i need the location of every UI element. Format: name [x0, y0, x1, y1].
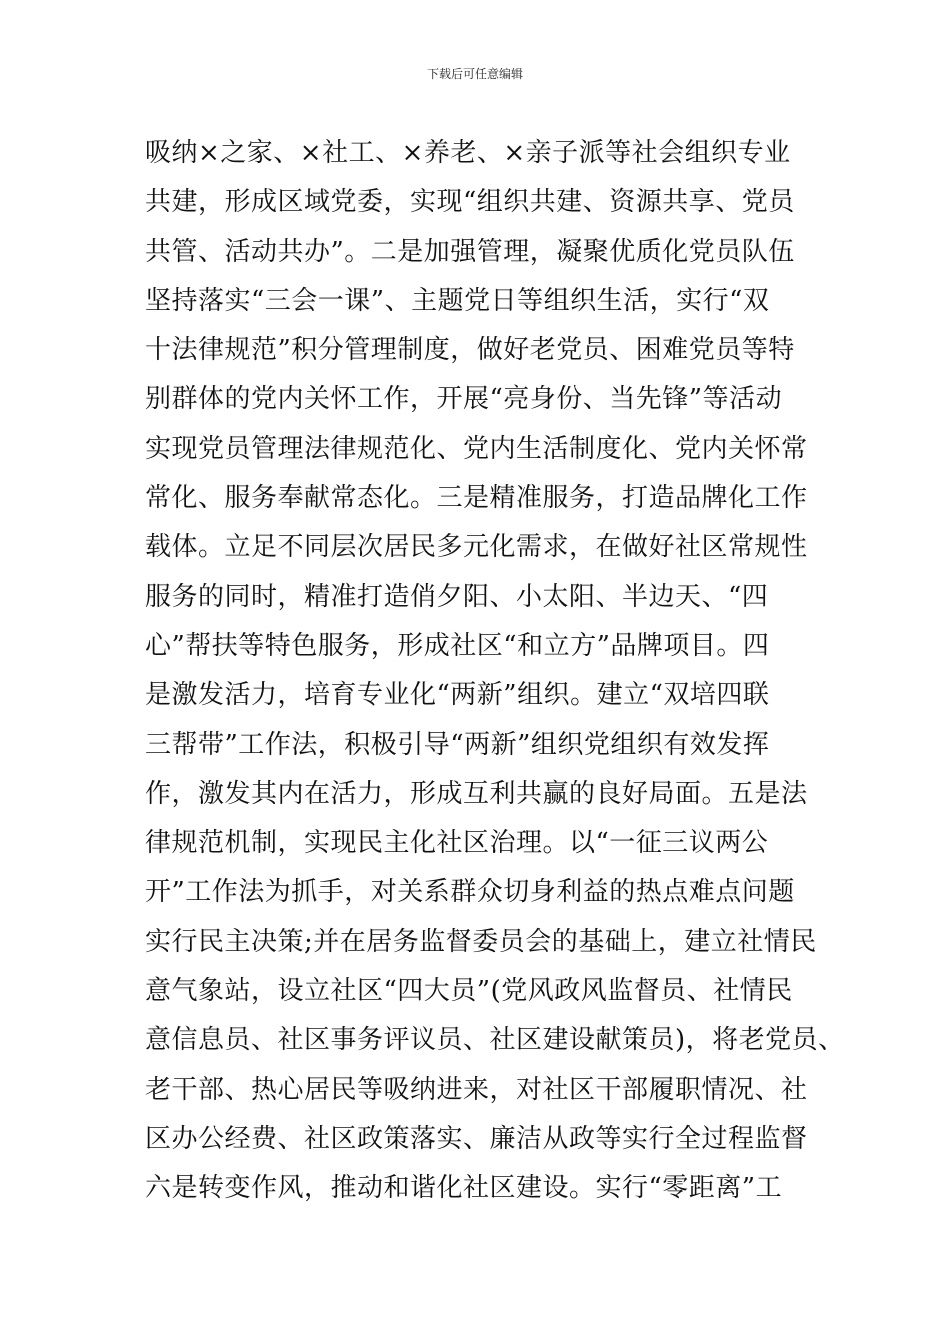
text-line: 开”工作法为抓手，对关系群众切身利益的热点难点问题 [145, 877, 795, 908]
text-line: 区办公经费、社区政策落实、廉洁从政等实行全过程监督 [145, 1123, 808, 1154]
text-line: 意气象站，设立社区“四大员”(党风政风监督员、社情民 [145, 976, 793, 1007]
text-line: 共管、活动共办”。二是加强管理，凝聚优质化党员队伍 [145, 236, 795, 267]
text-line: 是激发活力，培育专业化“两新”组织。建立“双培四联 [145, 680, 770, 711]
text-line: 六是转变作风，推动和谐化社区建设。实行“零距离”工 [145, 1173, 783, 1204]
body-text [145, 129, 845, 1214]
text-line: 意信息员、社区事务评议员、社区建设献策员)，将老党员、 [145, 1025, 845, 1056]
text-line: 坚持落实“三会一课”、主题党日等组织生活，实行“双 [145, 285, 770, 316]
text-line: 十法律规范”积分管理制度，做好老党员、困难党员等特 [145, 335, 795, 366]
text-line: 作，激发其内在活力，形成互利共赢的良好局面。五是法 [145, 778, 808, 809]
text-line: 别群体的党内关怀工作，开展“亮身份、当先锋”等活动 [145, 384, 783, 415]
text-line: 三帮带”工作法，积极引导“两新”组织党组织有效发挥 [145, 729, 770, 760]
text-line: 常化、服务奉献常态化。三是精准服务，打造品牌化工作 [145, 483, 808, 514]
text-line: 律规范机制，实现民主化社区治理。以“一征三议两公 [145, 828, 769, 859]
text-line: 共建，形成区域党委，实现“组织共建、资源共享、党员 [145, 187, 795, 218]
page-header-note: 下载后可任意编辑 [426, 67, 523, 81]
text-line: 实现党员管理法律规范化、党内生活制度化、党内关怀常 [145, 433, 808, 464]
text-line: 吸纳×之家、×社工、×养老、×亲子派等社会组织专业 [145, 138, 791, 168]
text-line: 心”帮扶等特色服务，形成社区“和立方”品牌项目。四 [145, 630, 770, 661]
text-line: 服务的同时，精准打造俏夕阳、小太阳、半边天、“四 [145, 581, 769, 612]
text-line: 载体。立足不同层次居民多元化需求，在做好社区常规性 [145, 532, 808, 563]
text-line: 老干部、热心居民等吸纳进来，对社区干部履职情况、社 [145, 1074, 808, 1105]
text-line: 实行民主决策;并在居务监督委员会的基础上，建立社情民 [145, 926, 817, 957]
